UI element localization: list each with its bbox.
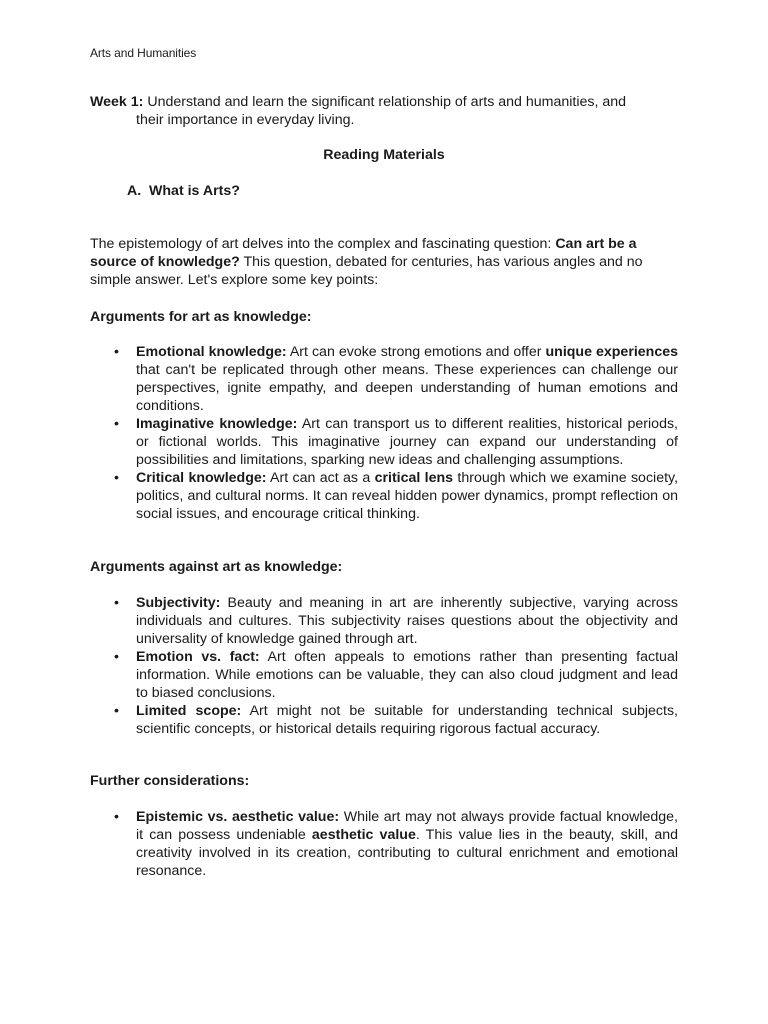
- week-objective: [90, 93, 690, 129]
- week-text-line2: their importance in everyday living.: [136, 112, 355, 128]
- heading-further-considerations: Further considerations:: [90, 773, 250, 789]
- bullet-icon: •: [114, 344, 119, 360]
- item-text: While art may not always provide factual knowledge, it can possess undeniable: [136, 809, 678, 843]
- heading-arguments-for: Arguments for art as knowledge:: [90, 309, 312, 325]
- item-emphasis: critical lens: [374, 470, 454, 486]
- bullet-icon: •: [114, 416, 119, 432]
- item-term: Critical knowledge:: [136, 470, 267, 486]
- item-term: Limited scope:: [136, 703, 242, 719]
- section-letter: A.: [127, 183, 142, 199]
- item-term: Subjectivity:: [136, 595, 221, 611]
- list-item: [90, 415, 678, 469]
- list-item: [90, 648, 678, 702]
- week-text-line1: Understand and learn the significant relationship of arts and humanities, and: [143, 94, 627, 110]
- list-further-considerations: [90, 808, 678, 880]
- item-term: Emotion vs. fact:: [136, 649, 260, 665]
- bullet-icon: •: [114, 595, 119, 611]
- section-title: What is Arts?: [149, 183, 240, 199]
- list-item: [90, 343, 678, 415]
- item-emphasis: aesthetic value: [311, 827, 416, 843]
- intro-text: The epistemology of art delves into the complex and fascinating question:: [90, 236, 556, 252]
- running-header: Arts and Humanities: [90, 46, 197, 60]
- item-text: Art can evoke strong emotions and offer: [286, 344, 546, 360]
- week-label: Week 1:: [90, 94, 144, 110]
- bullet-icon: •: [114, 649, 119, 665]
- list-item: [90, 594, 678, 648]
- intro-paragraph: [90, 235, 678, 289]
- list-item: [90, 469, 678, 523]
- bullet-icon: •: [114, 470, 119, 486]
- list-arguments-against: [90, 594, 678, 738]
- intro-question: Can art be a source of knowledge?: [90, 236, 637, 270]
- item-text-end: that can't be replicated through other means. These experiences can challenge our perspectives, ignite empathy, and deepen understanding of human emotions and conditions.: [136, 362, 678, 414]
- item-text: Art can transport us to different realities, historical periods, or fictional worlds. This imaginative journey can expand our understanding of possibilities and limitations, sparking new ideas and challenging assumptions.: [136, 416, 678, 468]
- item-text: Art often appeals to emotions rather than presenting factual information. While emotions can be valuable, they can also cloud judgment and lead to biased conclusions.: [136, 649, 678, 701]
- list-item: [90, 702, 678, 738]
- heading-arguments-against: Arguments against art as knowledge:: [90, 559, 343, 575]
- list-arguments-for: [90, 343, 678, 523]
- intro-text-end: This question, debated for centuries, has various angles and no simple answer. Let's explore some key points:: [90, 254, 643, 288]
- item-term: Emotional knowledge:: [136, 344, 287, 360]
- list-item: [90, 808, 678, 880]
- section-heading-a: [127, 183, 240, 199]
- bullet-icon: •: [114, 809, 119, 825]
- item-text: Art might not be suitable for understanding technical subjects, scientific concepts, or historical details requiring rigorous factual accuracy.: [136, 703, 678, 737]
- item-text: Art can act as a: [266, 470, 375, 486]
- item-term: Imaginative knowledge:: [136, 416, 298, 432]
- item-text-end: . This value lies in the beauty, skill, and creativity involved in its creation, contributing to cultural enrichment and emotional resonance.: [136, 827, 679, 879]
- item-text-end: through which we examine society, politics, and cultural norms. It can reveal hidden power dynamics, prompt reflection on social issues, and encourage critical thinking.: [136, 470, 679, 522]
- item-emphasis: unique experiences: [545, 344, 679, 360]
- item-term: Epistemic vs. aesthetic value:: [136, 809, 340, 825]
- bullet-icon: •: [114, 703, 119, 719]
- item-text: Beauty and meaning in art are inherently subjective, varying across individuals and cultures. This subjectivity raises questions about the objectivity and universality of knowledge gained through art.: [136, 595, 678, 647]
- page-title: Reading Materials: [323, 147, 445, 163]
